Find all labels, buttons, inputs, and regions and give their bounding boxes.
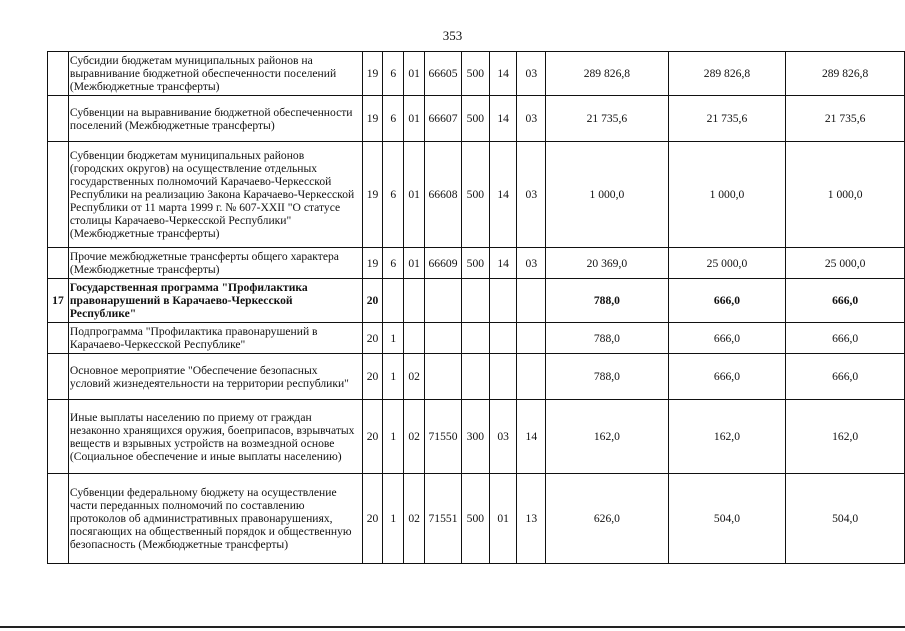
row-name: Субвенции федеральному бюджету на осуществление части переданных полномочий по составлению протоколов об административных правонарушениях, посягающих на общественный порядок и общественную безопасность (Межбюджетные трансферты) [68, 474, 362, 564]
table-row [48, 474, 905, 564]
row-number [48, 52, 69, 96]
code-4: 71550 [425, 400, 462, 474]
code-2: 1 [383, 354, 404, 400]
code-3: 01 [404, 248, 425, 279]
row-name: Иные выплаты населению по приему от граждан незаконно хранящихся оружия, боеприпасов, взрывчатых веществ и взрывных устройств на возмездной основе (Социальное обеспечение и иные выплаты населению) [68, 400, 362, 474]
table-row [48, 52, 905, 96]
code-3: 01 [404, 96, 425, 142]
code-4 [425, 354, 462, 400]
code-1: 20 [362, 279, 383, 323]
code-1: 19 [362, 96, 383, 142]
code-5: 500 [461, 248, 489, 279]
value-3: 666,0 [786, 354, 905, 400]
code-7: 14 [517, 400, 546, 474]
code-5: 300 [461, 400, 489, 474]
code-5 [461, 323, 489, 354]
code-2: 6 [383, 52, 404, 96]
code-1: 20 [362, 474, 383, 564]
row-name: Субвенции на выравнивание бюджетной обеспеченности поселений (Межбюджетные трансферты) [68, 96, 362, 142]
value-3: 504,0 [786, 474, 905, 564]
code-6: 14 [489, 142, 517, 248]
code-4: 66605 [425, 52, 462, 96]
value-2: 666,0 [668, 279, 786, 323]
code-6: 01 [489, 474, 517, 564]
budget-table [47, 51, 905, 564]
value-3: 289 826,8 [786, 52, 905, 96]
value-2: 666,0 [668, 354, 786, 400]
value-3: 21 735,6 [786, 96, 905, 142]
row-number [48, 474, 69, 564]
code-6 [489, 279, 517, 323]
code-1: 19 [362, 142, 383, 248]
code-4: 66609 [425, 248, 462, 279]
page-number: 353 [442, 28, 463, 43]
code-4 [425, 279, 462, 323]
value-1: 626,0 [546, 474, 669, 564]
code-2: 6 [383, 96, 404, 142]
value-2: 289 826,8 [668, 52, 786, 96]
value-3: 162,0 [786, 400, 905, 474]
bottom-rule [0, 626, 905, 628]
code-5: 500 [461, 474, 489, 564]
code-2 [383, 279, 404, 323]
code-4: 66608 [425, 142, 462, 248]
code-3: 01 [404, 142, 425, 248]
code-7: 03 [517, 96, 546, 142]
code-1: 19 [362, 52, 383, 96]
code-3: 01 [404, 52, 425, 96]
table-row [48, 248, 905, 279]
row-name: Субвенции бюджетам муниципальных районов (городских округов) на осуществление отдельных государственных полномочий Карачаево-Черкесской Республики на реализацию Закона Карачаево-Черкесской Республики от 11 марта 1999 г. № 607-XXII "О статусе столицы Карачаево-Черкесской Республики" (Межбюджетные трансферты) [68, 142, 362, 248]
value-1: 788,0 [546, 354, 669, 400]
code-2: 1 [383, 474, 404, 564]
table-row [48, 96, 905, 142]
code-3: 02 [404, 354, 425, 400]
code-2: 1 [383, 323, 404, 354]
code-3: 02 [404, 474, 425, 564]
code-5 [461, 354, 489, 400]
value-2: 21 735,6 [668, 96, 786, 142]
value-1: 21 735,6 [546, 96, 669, 142]
table-row [48, 354, 905, 400]
value-1: 1 000,0 [546, 142, 669, 248]
row-number [48, 354, 69, 400]
code-1: 19 [362, 248, 383, 279]
code-6: 03 [489, 400, 517, 474]
code-7: 13 [517, 474, 546, 564]
code-3: 02 [404, 400, 425, 474]
row-name: Подпрограмма "Профилактика правонарушений в Карачаево-Черкесской Республике" [68, 323, 362, 354]
code-5: 500 [461, 52, 489, 96]
value-1: 788,0 [546, 279, 669, 323]
code-1: 20 [362, 400, 383, 474]
row-number [48, 323, 69, 354]
code-6 [489, 323, 517, 354]
code-4: 71551 [425, 474, 462, 564]
value-2: 666,0 [668, 323, 786, 354]
code-7: 03 [517, 248, 546, 279]
code-2: 1 [383, 400, 404, 474]
row-number: 17 [48, 279, 69, 323]
row-name: Прочие межбюджетные трансферты общего характера (Межбюджетные трансферты) [68, 248, 362, 279]
code-3 [404, 279, 425, 323]
value-1: 162,0 [546, 400, 669, 474]
code-7 [517, 354, 546, 400]
code-6: 14 [489, 248, 517, 279]
code-1: 20 [362, 354, 383, 400]
value-2: 162,0 [668, 400, 786, 474]
table-row [48, 400, 905, 474]
code-7: 03 [517, 142, 546, 248]
row-name: Основное мероприятие "Обеспечение безопасных условий жизнедеятельности на территории республики" [68, 354, 362, 400]
code-5: 500 [461, 142, 489, 248]
table-row [48, 142, 905, 248]
code-4: 66607 [425, 96, 462, 142]
code-7 [517, 279, 546, 323]
code-6 [489, 354, 517, 400]
value-2: 25 000,0 [668, 248, 786, 279]
code-6: 14 [489, 52, 517, 96]
code-1: 20 [362, 323, 383, 354]
value-1: 788,0 [546, 323, 669, 354]
value-1: 20 369,0 [546, 248, 669, 279]
value-2: 1 000,0 [668, 142, 786, 248]
code-5: 500 [461, 96, 489, 142]
code-3 [404, 323, 425, 354]
row-number [48, 248, 69, 279]
value-3: 666,0 [786, 279, 905, 323]
code-7: 03 [517, 52, 546, 96]
table-row [48, 279, 905, 323]
row-number [48, 142, 69, 248]
code-7 [517, 323, 546, 354]
row-name: Субсидии бюджетам муниципальных районов на выравнивание бюджетной обеспеченности поселений (Межбюджетные трансферты) [68, 52, 362, 96]
code-4 [425, 323, 462, 354]
value-3: 666,0 [786, 323, 905, 354]
code-2: 6 [383, 142, 404, 248]
code-6: 14 [489, 96, 517, 142]
row-number [48, 96, 69, 142]
table-row [48, 323, 905, 354]
code-5 [461, 279, 489, 323]
value-1: 289 826,8 [546, 52, 669, 96]
value-3: 25 000,0 [786, 248, 905, 279]
value-2: 504,0 [668, 474, 786, 564]
row-name: Государственная программа "Профилактика правонарушений в Карачаево-Черкесской Республике" [68, 279, 362, 323]
value-3: 1 000,0 [786, 142, 905, 248]
table-body [48, 52, 905, 564]
code-2: 6 [383, 248, 404, 279]
row-number [48, 400, 69, 474]
